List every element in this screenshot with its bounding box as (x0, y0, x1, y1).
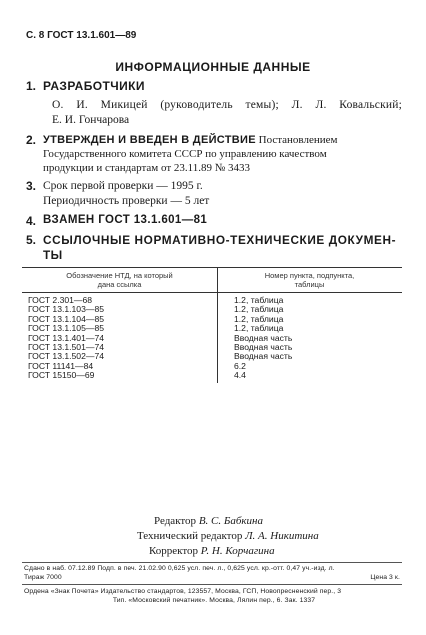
section-2-line-3: продукции и стандартам от 23.11.89 № 3433 (43, 162, 251, 174)
imprint-price: Цена 3 к. (370, 574, 400, 581)
table-col-1-header (22, 271, 217, 289)
table-cell-ref: Вводная часть (234, 351, 293, 362)
table-col-1-header-line-2: дана ссылка (97, 280, 142, 289)
section-3-line-2: Периодичность проверки — 5 лет (43, 195, 210, 207)
table-cell-ref: 1.2, таблица (234, 295, 284, 305)
table-cell-doc: ГОСТ 13.1.401—74 (28, 332, 105, 343)
table-col-2-header-line-1: Номер пункта, подпункта, (264, 271, 355, 280)
imprint-line-3: Ордена «Знак Почета» Издательство стандартов, 123557, Москва, ГСП, Новопресненский пер., 3 (24, 588, 342, 595)
table-col-2-header-line-2: таблицы (294, 280, 325, 289)
imprint-line-2 (24, 573, 400, 582)
table-col-1-header-line-1: Обозначение НТД, на который (66, 271, 173, 280)
table-cell-ref: 1.2, таблица (234, 323, 284, 334)
page-title: ИНФОРМАЦИОННЫЕ ДАННЫЕ (115, 60, 311, 74)
table-cell-ref: Вводная часть (234, 342, 293, 353)
section-4-heading: ВЗАМЕН ГОСТ 13.1.601—81 (43, 214, 208, 226)
table-body (28, 296, 398, 381)
table-cell-ref: 6.2 (234, 360, 246, 371)
imprint-print-run: Тираж 7000 (24, 574, 62, 581)
section-5-heading-line-1: ССЫЛОЧНЫЕ НОРМАТИВНО-ТЕХНИЧЕСКИЕ ДОКУМЕН- (43, 233, 397, 247)
section-1-heading: РАЗРАБОТЧИКИ (43, 79, 145, 93)
credit-corrector-name: Р. Н. Корчагина (200, 545, 275, 557)
table-cell-doc: ГОСТ 11141—84 (28, 360, 94, 371)
table-top-rule (22, 267, 402, 268)
credit-corrector (149, 545, 275, 557)
section-2-number: 2. (26, 133, 37, 147)
section-2-line-1-rest: Постановлением (255, 134, 338, 146)
imprint-line-4: Тип. «Московский печатник». Москва, Лялин пер., 6. Зак. 1337 (112, 597, 316, 604)
section-4-number: 4. (26, 214, 37, 228)
credit-tech-name: Л. А. Никитина (245, 530, 319, 542)
table-row (28, 371, 398, 380)
section-2-line-1 (43, 133, 403, 147)
credit-tech-editor (137, 530, 319, 542)
table-cell-doc: ГОСТ 13.1.103—85 (28, 304, 105, 315)
credit-editor (154, 515, 263, 527)
section-2-line-2: Государственного комитета СССР по управлению качеством (43, 148, 327, 160)
section-3-line-1: Срок первой проверки — 1995 г. (43, 180, 203, 192)
section-5-heading-line-2: ТЫ (43, 248, 63, 262)
credit-tech-label: Технический редактор (137, 530, 243, 542)
table-cell-doc: ГОСТ 13.1.501—74 (28, 342, 105, 353)
section-3-number: 3. (26, 179, 37, 193)
table-cell-doc: ГОСТ 15150—69 (28, 370, 95, 381)
section-2-heading: УТВЕРЖДЕН И ВВЕДЕН В ДЕЙСТВИЕ (43, 134, 256, 146)
page-header: С. 8 ГОСТ 13.1.601—89 (26, 30, 137, 41)
table-cell-doc: ГОСТ 13.1.502—74 (28, 351, 105, 362)
section-5-number: 5. (26, 233, 37, 247)
section-1-line-2: Е. И. Гончарова (52, 114, 130, 126)
credit-corrector-label: Корректор (149, 545, 199, 557)
section-1-line-1: О. И. Микицей (руководитель темы); Л. Л. Ковальский; (52, 99, 402, 111)
section-1-number: 1. (26, 79, 37, 93)
table-cell-doc: ГОСТ 2.301—68 (28, 295, 93, 305)
table-cell-ref: 1.2, таблица (234, 313, 284, 324)
table-cell-doc: ГОСТ 13.1.105—85 (28, 323, 105, 334)
table-cell-ref: 4.4 (234, 370, 246, 381)
imprint-line-1: Сдано в наб. 07.12.89 Подп. в печ. 21.02.90 0,625 усл. печ. л., 0,625 усл. кр.-отт. 0,47 уч.-изд. л. (24, 565, 335, 572)
table-col-2-header (217, 271, 402, 289)
imprint-top-rule (22, 562, 402, 563)
table-cell-ref: 1.2, таблица (234, 304, 284, 315)
credit-editor-name: В. С. Бабкина (198, 515, 263, 527)
table-cell-doc: ГОСТ 13.1.104—85 (28, 313, 105, 324)
table-cell-ref: Вводная часть (234, 332, 293, 343)
table-header-rule (22, 292, 402, 293)
credit-editor-label: Редактор (154, 515, 197, 527)
imprint-mid-rule (22, 584, 402, 585)
